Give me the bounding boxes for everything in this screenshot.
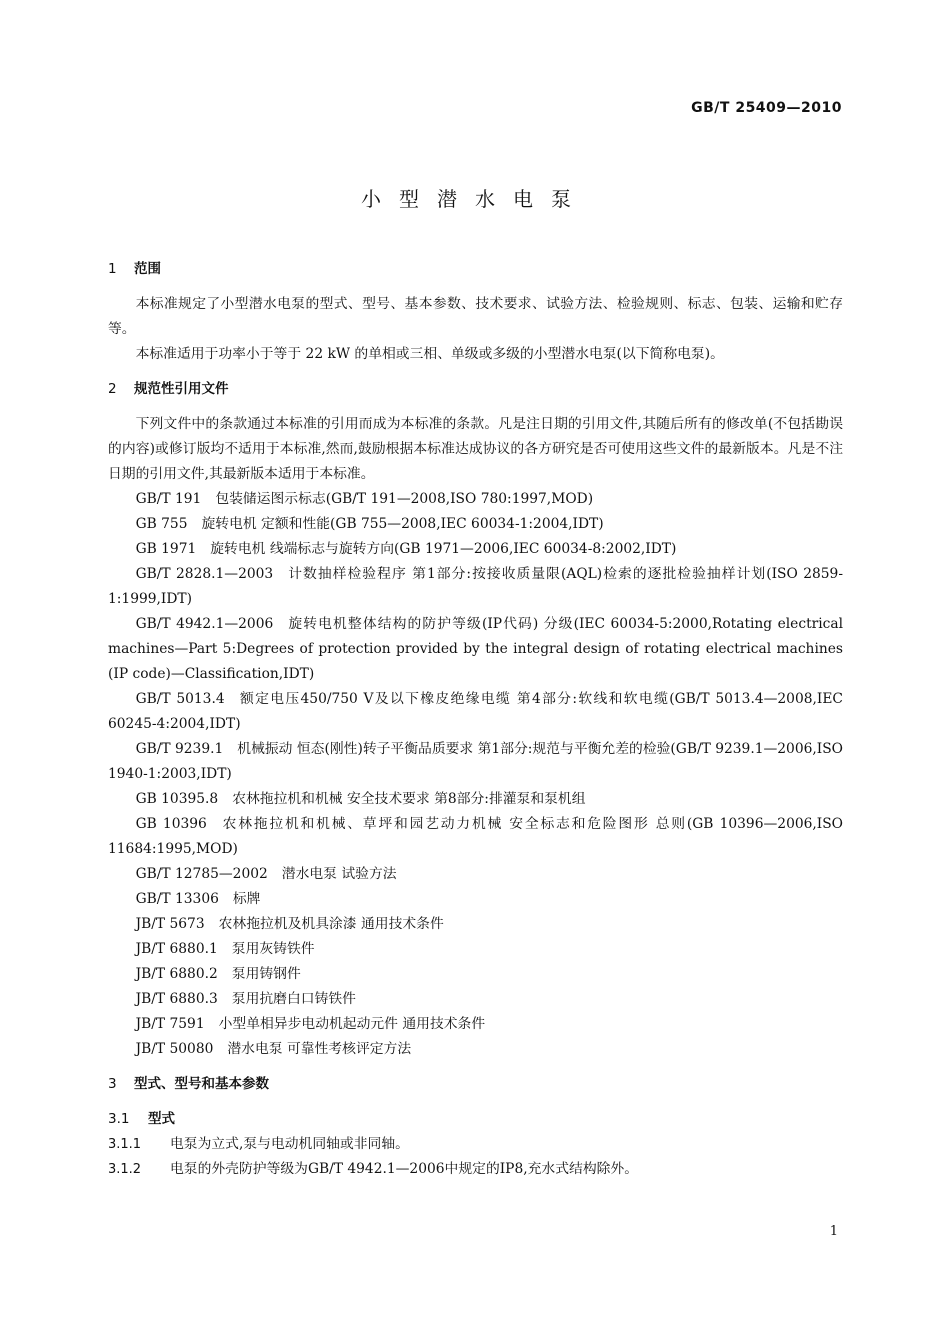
reference-item: GB/T 2828.1—2003 计数抽样检验程序 第1部分:按接收质量限(AQL)检索的逐批检验抽样计划(ISO 2859-1:1999,IDT) (108, 566, 843, 607)
reference-item: GB/T 4942.1—2006 旋转电机整体结构的防护等级(IP代码) 分级(IEC 60034-5:2000,Rotating electrical machines—Part 5:Degrees of protection provided by the integral design of rotating electrical machines (IP code)—Classification,IDT) (108, 616, 843, 682)
reference-item: JB/T 50080 潜水电泵 可靠性考核评定方法 (135, 1041, 412, 1057)
page-number: 1 (829, 1224, 838, 1239)
references-intro: 下列文件中的条款通过本标准的引用而成为本标准的条款。凡是注日期的引用文件,其随后所有的修改单(不包括勘误的内容)或修订版均不适用于本标准,然而,鼓励根据本标准达成协议的各方研究是否可使用这些文件的最新版本。凡是不注日期的引用文件,其最新版本适用于本标准。 (108, 416, 843, 482)
standard-number: GB/T 25409—2010 (691, 100, 842, 116)
section-2-heading (108, 377, 843, 402)
subsection-3-1-heading (108, 1107, 843, 1132)
reference-item: GB/T 5013.4 额定电压450/750 V及以下橡皮绝缘电缆 第4部分:软线和软电缆(GB/T 5013.4—2008,IEC 60245-4:2004,IDT) (108, 691, 843, 732)
scope-paragraph-2: 本标准适用于功率小于等于 22 kW 的单相或三相、单级或多级的小型潜水电泵(以下简称电泵)。 (135, 346, 724, 362)
reference-item: GB/T 13306 标牌 (135, 891, 261, 907)
section-number: 2 (108, 381, 117, 397)
section-3-heading (108, 1072, 843, 1097)
reference-list (108, 487, 843, 1062)
scope-paragraph-1: 本标准规定了小型潜水电泵的型式、型号、基本参数、技术要求、试验方法、检验规则、标志、包装、运输和贮存等。 (108, 296, 843, 337)
reference-item: JB/T 5673 农林拖拉机及机具涂漆 通用技术条件 (135, 916, 444, 932)
reference-item: GB/T 9239.1 机械振动 恒态(刚性)转子平衡品质要求 第1部分:规范与平衡允差的检验(GB/T 9239.1—2006,ISO 1940-1:2003,IDT) (108, 741, 843, 782)
section-title: 范围 (134, 261, 161, 277)
reference-item: JB/T 6880.3 泵用抗磨白口铸铁件 (135, 991, 356, 1007)
reference-item: JB/T 6880.2 泵用铸钢件 (135, 966, 301, 982)
reference-item: JB/T 7591 小型单相异步电动机起动元件 通用技术条件 (135, 1016, 486, 1032)
subsection-title: 型式 (148, 1111, 175, 1127)
section-title: 型式、型号和基本参数 (134, 1076, 269, 1092)
reference-item: GB 10395.8 农林拖拉机和机械 安全技术要求 第8部分:排灌泵和泵机组 (135, 791, 586, 807)
reference-item: GB 10396 农林拖拉机和机械、草坪和园艺动力机械 安全标志和危险图形 总则(GB 10396—2006,ISO 11684:1995,MOD) (108, 816, 843, 857)
subsection-number: 3.1 (108, 1111, 130, 1127)
section-1-heading (108, 257, 843, 282)
section-title: 规范性引用文件 (134, 381, 229, 397)
document-body (108, 257, 843, 1182)
reference-item: JB/T 6880.1 泵用灰铸铁件 (135, 941, 315, 957)
section-number: 3 (108, 1076, 117, 1092)
reference-item: GB/T 12785—2002 潜水电泵 试验方法 (135, 866, 397, 882)
clause-3-1-1: 3.1.1 电泵为立式,泵与电动机同轴或非同轴。 (108, 1136, 409, 1152)
document-title: 小型潜水电泵 (361, 187, 589, 211)
reference-item: GB/T 191 包装储运图示标志(GB/T 191—2008,ISO 780:1997,MOD) (135, 491, 594, 507)
section-number: 1 (108, 261, 117, 277)
reference-item: GB 755 旋转电机 定额和性能(GB 755—2008,IEC 60034-1:2004,IDT) (135, 516, 604, 532)
clause-3-1-2: 3.1.2 电泵的外壳防护等级为GB/T 4942.1—2006中规定的IP8,充水式结构除外。 (108, 1161, 639, 1177)
reference-item: GB 1971 旋转电机 线端标志与旋转方向(GB 1971—2006,IEC 60034-8:2002,IDT) (135, 541, 677, 557)
